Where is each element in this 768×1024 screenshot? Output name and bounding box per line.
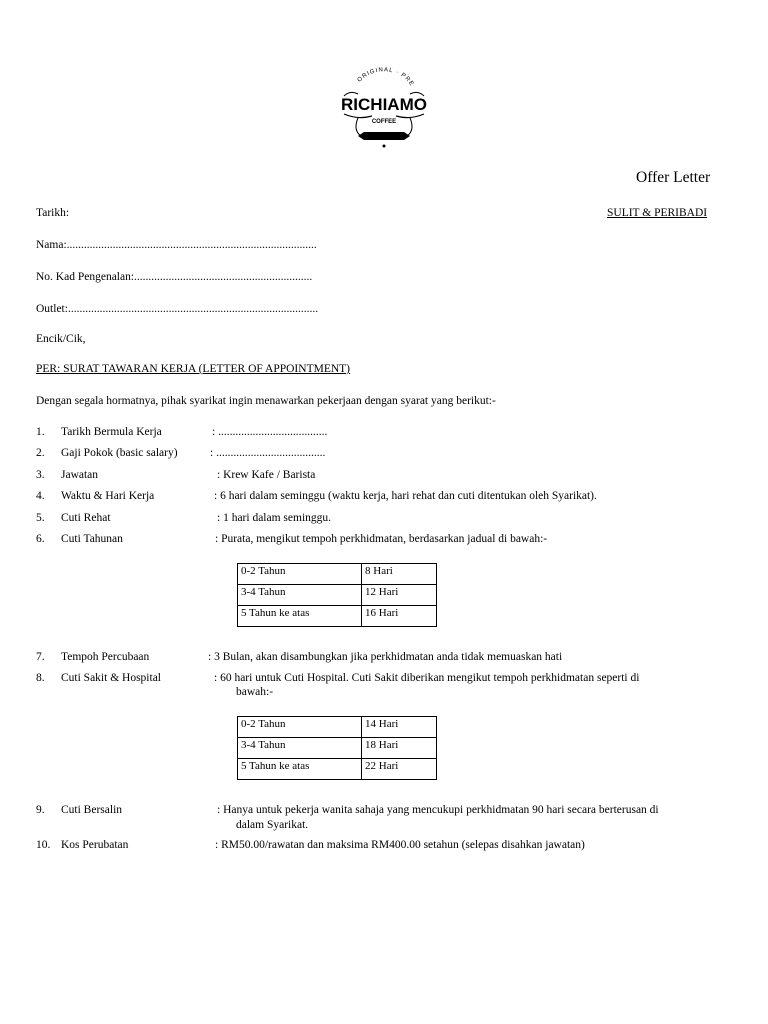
period-cell: 0-2 Tahun xyxy=(238,717,362,738)
table-row xyxy=(238,759,437,780)
item-value-continued: dalam Syarikat. xyxy=(236,819,309,831)
richiamo-coffee-logo xyxy=(338,60,430,150)
item-number: 5. xyxy=(36,512,45,524)
item-number: 7. xyxy=(36,651,45,663)
item-value: : Hanya untuk pekerja wanita sahaja yang mencukupi perkhidmatan 90 hari secara berterusan di xyxy=(217,804,659,816)
logo-sub-text: COFFEE xyxy=(371,119,397,125)
item-label: Jawatan xyxy=(61,469,99,481)
subject-line: PER: SURAT TAWARAN KERJA (LETTER OF APPOINTMENT) xyxy=(36,363,351,375)
item-label: Waktu & Hari Kerja xyxy=(61,490,155,502)
confidential-label: SULIT & PERIBADI xyxy=(607,207,708,219)
item-value: : ...................................... xyxy=(212,426,328,438)
item-label: Cuti Sakit & Hospital xyxy=(61,672,161,684)
date-label: Tarikh: xyxy=(36,207,70,219)
logo-brand-text: RICHIAMO xyxy=(341,95,427,114)
item-number: 1. xyxy=(36,426,45,438)
item-label: Gaji Pokok (basic salary) xyxy=(61,447,178,459)
period-cell: 3-4 Tahun xyxy=(238,738,362,759)
item-value: : ...................................... xyxy=(210,447,326,459)
item-label: Tarikh Bermula Kerja xyxy=(61,426,162,438)
outlet-field: Outlet:....................................................................................... xyxy=(36,303,319,315)
item-value: : 3 Bulan, akan disambungkan jika perkhidmatan anda tidak memuaskan hati xyxy=(208,651,563,663)
table-row xyxy=(238,564,437,585)
item-number: 2. xyxy=(36,447,45,459)
days-cell: 22 Hari xyxy=(362,759,437,780)
item-value: : 60 hari untuk Cuti Hospital. Cuti Sakit diberikan mengikut tempoh perkhidmatan seperti di xyxy=(214,672,640,684)
name-field: Nama:....................................................................................... xyxy=(36,239,317,251)
item-label: Kos Perubatan xyxy=(61,839,129,851)
annual-leave-table xyxy=(237,563,437,627)
item-value: : Purata, mengikut tempoh perkhidmatan, berdasarkan jadual di bawah:- xyxy=(215,533,548,545)
logo-top-text: ORIGINAL · PRE xyxy=(356,67,415,88)
table-row xyxy=(238,606,437,627)
item-value: : 6 hari dalam seminggu (waktu kerja, hari rehat dan cuti ditentukan oleh Syarikat). xyxy=(214,490,597,502)
period-cell: 3-4 Tahun xyxy=(238,585,362,606)
days-cell: 14 Hari xyxy=(362,717,437,738)
item-number: 4. xyxy=(36,490,45,502)
item-value: : RM50.00/rawatan dan maksima RM400.00 setahun (selepas disahkan jawatan) xyxy=(215,839,585,851)
item-value-continued: bawah:- xyxy=(236,686,274,698)
sick-leave-table xyxy=(237,716,437,780)
days-cell: 18 Hari xyxy=(362,738,437,759)
item-label: Cuti Tahunan xyxy=(61,533,123,545)
item-number: 6. xyxy=(36,533,45,545)
days-cell: 8 Hari xyxy=(362,564,437,585)
item-number: 9. xyxy=(36,804,45,816)
item-value: : 1 hari dalam seminggu. xyxy=(217,512,332,524)
period-cell: 0-2 Tahun xyxy=(238,564,362,585)
days-cell: 16 Hari xyxy=(362,606,437,627)
period-cell: 5 Tahun ke atas xyxy=(238,759,362,780)
intro-paragraph: Dengan segala hormatnya, pihak syarikat ingin menawarkan pekerjaan dengan syarat yang berikut:- xyxy=(36,395,496,407)
item-number: 3. xyxy=(36,469,45,481)
item-label: Cuti Rehat xyxy=(61,512,111,524)
item-number: 8. xyxy=(36,672,45,684)
ic-number-field: No. Kad Pengenalan:.............................................................. xyxy=(36,271,313,283)
table-row xyxy=(238,738,437,759)
item-label: Tempoh Percubaan xyxy=(61,651,150,663)
item-label: Cuti Bersalin xyxy=(61,804,123,816)
table-row xyxy=(238,585,437,606)
days-cell: 12 Hari xyxy=(362,585,437,606)
document-title: Offer Letter xyxy=(636,169,711,186)
salutation: Encik/Cik, xyxy=(36,333,86,345)
period-cell: 5 Tahun ke atas xyxy=(238,606,362,627)
item-number: 10. xyxy=(36,839,51,851)
item-value: : Krew Kafe / Barista xyxy=(217,469,316,481)
table-row xyxy=(238,717,437,738)
